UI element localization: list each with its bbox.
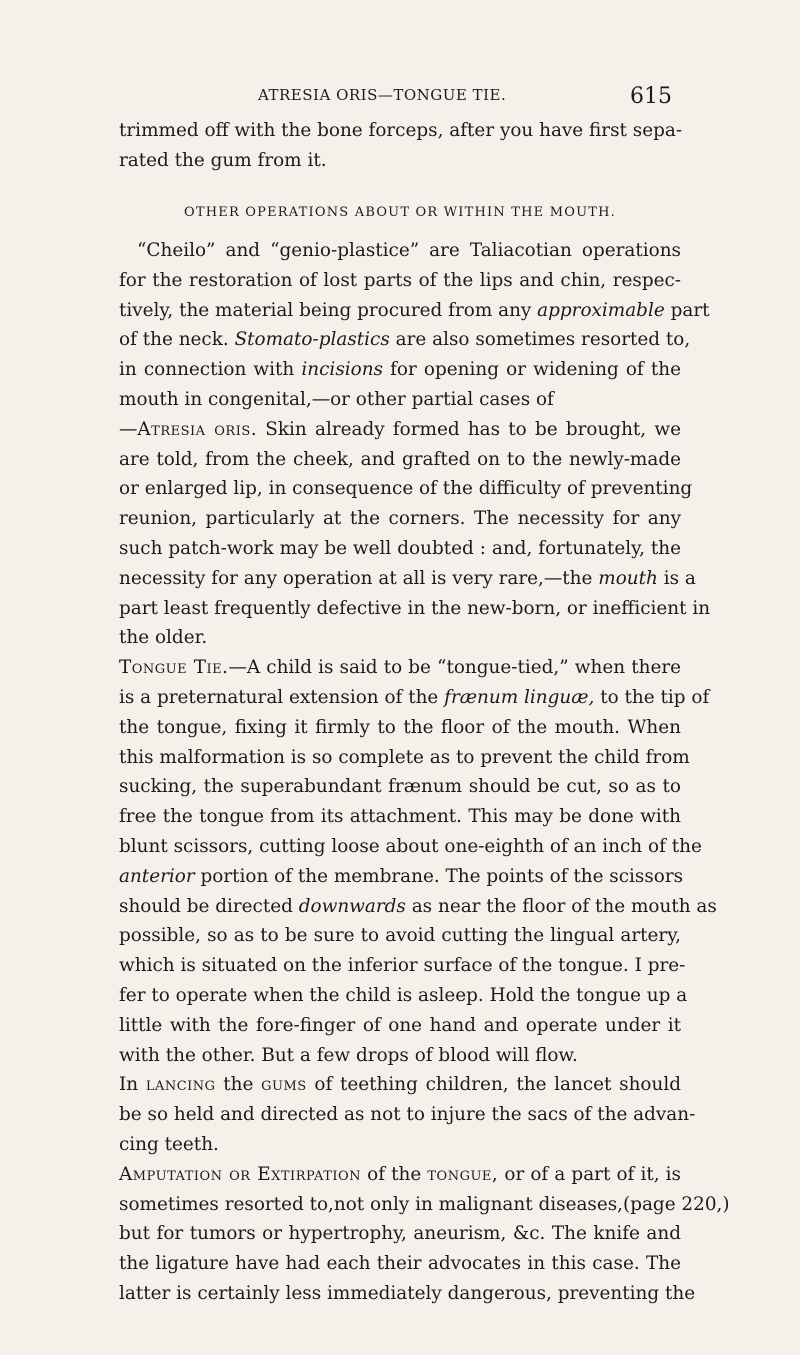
text-line: with the other. But a few drops of blood will flow. [119,1044,578,1066]
text-line: tively, the material being procured from any approximable part [119,299,710,321]
italic-term: incisions [301,359,383,381]
text-line: anterior portion of the membrane. The points of the scissors [119,865,684,887]
small-caps-term: lancing [145,1074,216,1096]
running-title: ATRESIA ORIS—TONGUE TIE. [258,86,507,104]
text-line: be so held and directed as not to injure the sacs of the advan- [119,1104,696,1126]
intro-paragraph [119,116,681,176]
text-line: reunion, particularly at the corners. The necessity for any [119,508,681,530]
text-line: but for tumors or hypertrophy, aneurism, &c. The knife and [119,1223,681,1245]
page-number: 615 [630,84,672,109]
text-line: necessity for any operation at all is very rare,—the mouth is a [119,567,696,589]
text-line: the ligature have had each their advocates in this case. The [119,1253,681,1275]
text-line: “Cheilo” and “genio-plastice” are Taliacotian operations [137,240,681,261]
text-line: possible, so as to be sure to avoid cutting the lingual artery, [119,925,681,947]
small-caps-term: tongue, [427,1163,499,1185]
small-caps-term: gums [261,1074,307,1096]
text-line: should be directed downwards as near the floor of the mouth as [119,895,717,917]
small-caps-term: Atresia oris. [137,418,258,440]
text-line: in connection with incisions for opening or widening of the [119,359,681,381]
text-line: Amputation or Extirpation of the tongue, or of a part of it, is [119,1163,681,1185]
section-body [119,236,730,1309]
text-line: blunt scissors, cutting loose about one-eighth of an inch of the [119,835,702,857]
text-line: or enlarged lip, in consequence of the difficulty of preventing [119,478,693,500]
text-line: for the restoration of lost parts of the lips and chin, respec- [119,269,681,291]
italic-term: mouth [598,567,658,589]
text-line: part least frequently defective in the new-born, or inefficient in [119,597,711,619]
text-line: which is situated on the inferior surface of the tongue. I pre- [119,955,686,977]
text-line: free the tongue from its attachment. This may be done with [119,806,681,828]
text-line: sucking, the superabundant frænum should be cut, so as to [119,776,681,798]
text-line: is a preternatural extension of the frænum linguæ, to the tip of [119,686,710,708]
italic-term: frænum linguæ, [444,686,595,708]
text-line: little with the fore-finger of one hand and operate under it [119,1014,681,1036]
text-line: the tongue, fixing it firmly to the floor of the mouth. When [119,716,681,738]
text-line: cing teeth. [119,1133,219,1155]
text-line: —Atresia oris. Skin already formed has to be brought, we [119,418,681,440]
text-line: of the neck. Stomato-plastics are also sometimes resorted to, [119,329,691,351]
italic-term: downwards [298,895,406,917]
italic-term: anterior [119,865,195,887]
text-line: In lancing the gums of teething children, the lancet should [119,1074,681,1096]
text-line: this malformation is so complete as to prevent the child from [119,746,690,768]
italic-term: approximable [537,299,665,321]
text-line: are told, from the cheek, and grafted on to the newly-made [119,448,681,470]
text-line: the older. [119,627,208,649]
text-line: sometimes resorted to,not only in malignant diseases,(page 220,) [119,1193,730,1215]
text-line: fer to operate when the child is asleep. Hold the tongue up a [119,984,688,1006]
text-line: rated the gum from it. [119,149,327,171]
text-line: latter is certainly less immediately dangerous, preventing the [119,1282,696,1304]
text-line: Tongue Tie.—A child is said to be “tongue-tied,” when there [119,657,681,679]
italic-term: Stomato-plastics [234,329,390,351]
small-caps-term: Tongue Tie. [119,657,229,679]
text-line: trimmed off with the bone forceps, after you have first sepa- [119,120,683,141]
text-line: mouth in congenital,—or other partial cases of [119,388,554,410]
small-caps-term: Amputation or Extirpation [119,1163,362,1185]
text-line: such patch-work may be well doubted : and, fortunately, the [119,537,681,559]
section-heading: OTHER OPERATIONS ABOUT OR WITHIN THE MOUTH. [184,205,616,220]
